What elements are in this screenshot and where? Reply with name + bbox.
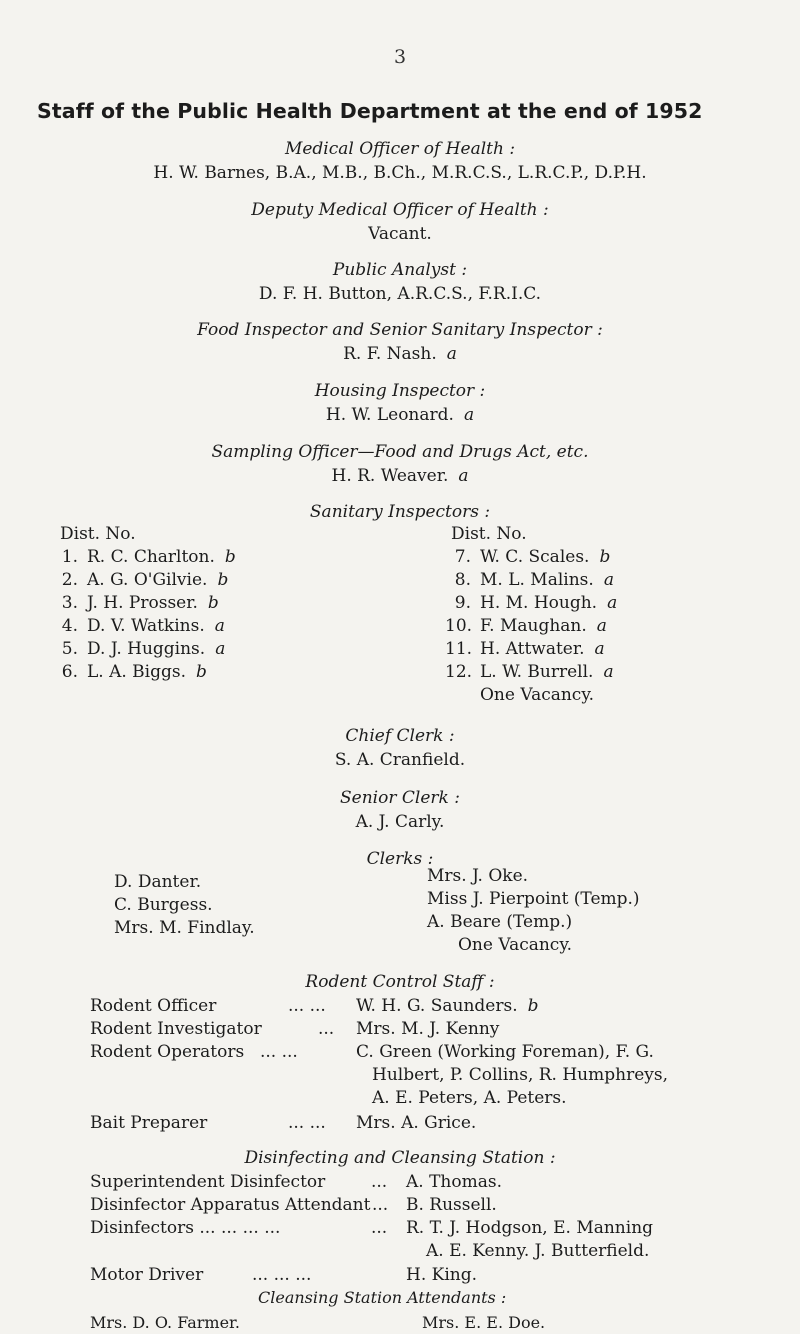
bait-preparer-name: Mrs. A. Grice.	[356, 1113, 477, 1133]
disinfectors-cont: A. E. Kenny. J. Butterfield.	[426, 1241, 650, 1261]
moh-heading: Medical Officer of Health :	[284, 139, 516, 159]
sampling-heading: Sampling Officer—Food and Drugs Act, etc.	[211, 442, 589, 462]
list-item: 8. M. L. Malins. a	[454, 570, 614, 590]
leader-dots: ...	[372, 1195, 389, 1215]
food-inspector-heading: Food Inspector and Senior Sanitary Inspector :	[197, 320, 603, 340]
list-item: 2. A. G. O'Gilvie. b	[61, 570, 229, 590]
attendant-right: Mrs. E. E. Doe.	[422, 1313, 546, 1332]
list-item: 5. D. J. Huggins. a	[61, 639, 226, 659]
attendant-left: Mrs. D. O. Farmer.	[90, 1313, 241, 1332]
analyst-name: D. F. H. Button, A.R.C.S., F.R.I.C.	[258, 284, 542, 304]
superintendent-name: A. Thomas.	[406, 1172, 502, 1192]
apparatus-attendant-name: B. Russell.	[406, 1195, 497, 1215]
list-item: Mrs. J. Oke.	[427, 866, 529, 886]
leader-dots: ... ...	[288, 1113, 326, 1133]
chief-clerk-name: S. A. Cranfield.	[334, 750, 466, 770]
list-item: 4. D. V. Watkins. a	[61, 616, 225, 636]
senior-clerk-heading: Senior Clerk :	[340, 788, 460, 808]
leader-dots: ... ...	[260, 1042, 298, 1062]
list-item: Miss J. Pierpoint (Temp.)	[427, 889, 640, 909]
list-item: 1. R. C. Charlton. b	[61, 547, 236, 567]
housing-name: H. W. Leonard. a	[325, 405, 475, 425]
rodent-row: Rodent Officer	[90, 996, 217, 1016]
leader-dots: ...	[318, 1019, 335, 1039]
disinfecting-row: Disinfectors ... ... ... ...	[90, 1218, 281, 1238]
motor-driver-name: H. King.	[406, 1265, 478, 1285]
rodent-operators-cont: Hulbert, P. Collins, R. Humphreys,	[372, 1065, 669, 1085]
deputy-name: Vacant.	[368, 224, 432, 244]
sanitary-heading: Sanitary Inspectors :	[309, 502, 491, 522]
leader-dots: ... ...	[288, 996, 326, 1016]
rodent-row: Rodent Operators	[90, 1042, 245, 1062]
disinfecting-heading: Disinfecting and Cleansing Station :	[244, 1148, 556, 1168]
clerks-heading: Clerks :	[366, 849, 434, 869]
list-item: Mrs. M. Findlay.	[114, 918, 255, 938]
food-inspector-name: R. F. Nash. a	[343, 344, 457, 364]
rodent-investigator-name: Mrs. M. J. Kenny	[356, 1019, 500, 1039]
page-title: Staff of the Public Health Department at the end of 1952	[37, 99, 703, 123]
disinfecting-row: Superintendent Disinfector	[90, 1172, 326, 1192]
rodent-row: Rodent Investigator	[90, 1019, 262, 1039]
disinfectors-name: R. T. J. Hodgson, E. Manning	[406, 1218, 654, 1238]
list-item: 3. J. H. Prosser. b	[61, 593, 219, 613]
rodent-operators-cont: A. E. Peters, A. Peters.	[372, 1088, 567, 1108]
analyst-heading: Public Analyst :	[332, 260, 468, 280]
moh-name: H. W. Barnes, B.A., M.B., B.Ch., M.R.C.S., L.R.C.P., D.P.H.	[153, 163, 647, 183]
list-item: A. Beare (Temp.)	[427, 912, 573, 932]
sanitary-vacancy: One Vacancy.	[480, 685, 595, 705]
leader-dots: ...	[371, 1218, 388, 1238]
clerks-vacancy: One Vacancy.	[458, 935, 573, 955]
dist-no-header-left: Dist. No.	[60, 524, 136, 544]
housing-heading: Housing Inspector :	[314, 381, 486, 401]
leader-dots: ...	[371, 1172, 388, 1192]
rodent-heading: Rodent Control Staff :	[305, 972, 495, 992]
list-item: 11. H. Attwater. a	[445, 639, 605, 659]
list-item: 7. W. C. Scales. b	[454, 547, 611, 567]
list-item: 9. H. M. Hough. a	[454, 593, 618, 613]
list-item: 10. F. Maughan. a	[445, 616, 607, 636]
list-item: 12. L. W. Burrell. a	[445, 662, 614, 682]
senior-clerk-name: A. J. Carly.	[355, 812, 445, 832]
chief-clerk-heading: Chief Clerk :	[345, 726, 455, 746]
list-item: 6. L. A. Biggs. b	[61, 662, 207, 682]
attendants-heading: Cleansing Station Attendants :	[258, 1288, 507, 1307]
page-number: 3	[393, 46, 407, 68]
disinfecting-row: Motor Driver	[90, 1265, 204, 1285]
list-item: C. Burgess.	[114, 895, 213, 915]
disinfecting-row: Disinfector Apparatus Attendant	[90, 1195, 371, 1215]
sampling-name: H. R. Weaver. a	[331, 466, 469, 486]
rodent-row: Bait Preparer	[90, 1113, 208, 1133]
deputy-heading: Deputy Medical Officer of Health :	[251, 200, 549, 220]
leader-dots: ... ... ...	[252, 1265, 312, 1285]
rodent-officer-name: W. H. G. Saunders. b	[356, 996, 539, 1016]
list-item: D. Danter.	[114, 872, 202, 892]
dist-no-header-right: Dist. No.	[451, 524, 527, 544]
rodent-operators-name: C. Green (Working Foreman), F. G.	[356, 1042, 654, 1062]
